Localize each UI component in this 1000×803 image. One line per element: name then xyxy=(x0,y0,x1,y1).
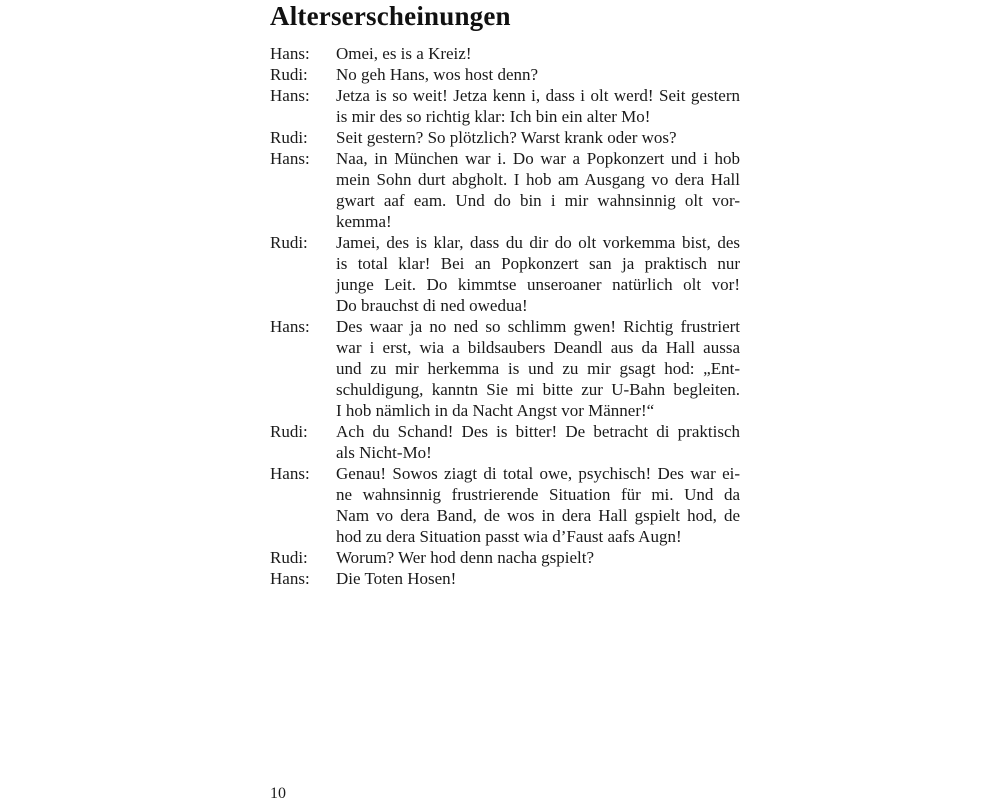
spoken-text xyxy=(336,316,740,421)
dialogue-line xyxy=(270,547,740,568)
text-line: is total klar! Bei an Popkonzert san ja praktisch nur xyxy=(336,254,740,273)
text-line: schuldigung, kanntn Sie mi bitte zur U-Bahn begleiten. xyxy=(336,380,740,399)
spoken-text xyxy=(336,421,740,463)
speaker-name: Rudi: xyxy=(270,548,308,567)
page-title: Alterserscheinungen xyxy=(270,1,511,31)
spoken-text xyxy=(336,43,740,64)
dialogue-line xyxy=(270,148,740,232)
text-line: Ach du Schand! Des is bitter! De betracht di praktisch xyxy=(336,422,740,441)
spoken-text xyxy=(336,463,740,547)
speaker-name: Hans: xyxy=(270,86,310,105)
dialogue-line xyxy=(270,316,740,421)
text-line: gwart aaf eam. Und do bin i mir wahnsinnig olt vor- xyxy=(336,191,740,210)
text-line: Die Toten Hosen! xyxy=(336,569,457,588)
speaker-name: Hans: xyxy=(270,464,310,483)
book-page xyxy=(270,0,740,589)
text-line: Do brauchst di ned owedua! xyxy=(336,296,528,315)
text-line: Genau! Sowos ziagt di total owe, psychisch! Des war ei- xyxy=(336,464,740,483)
text-line: und zu mir herkemma is und zu mir gsagt hod: „Ent- xyxy=(336,359,740,378)
dialogue-line xyxy=(270,568,740,589)
dialogue-line xyxy=(270,85,740,127)
speaker-name: Rudi: xyxy=(270,233,308,252)
text-line: Jamei, des is klar, dass du dir do olt vorkemma bist, des xyxy=(336,233,740,252)
spoken-text xyxy=(336,85,740,127)
speaker-name: Hans: xyxy=(270,317,310,336)
text-line: mein Sohn durt abgholt. I hob am Ausgang vo dera Hall xyxy=(336,170,740,189)
spoken-text xyxy=(336,64,740,85)
dialogue-line xyxy=(270,421,740,463)
text-line: Seit gestern? So plötzlich? Warst krank oder wos? xyxy=(336,128,677,147)
speaker-name: Hans: xyxy=(270,149,310,168)
speaker-name: Rudi: xyxy=(270,128,308,147)
spoken-text xyxy=(336,568,740,589)
speaker-name: Rudi: xyxy=(270,65,308,84)
spoken-text xyxy=(336,547,740,568)
text-line: junge Leit. Do kimmtse unseroaner natürlich olt vor! xyxy=(336,275,740,294)
dialogue-line xyxy=(270,43,740,64)
text-line: is mir des so richtig klar: Ich bin ein alter Mo! xyxy=(336,107,651,126)
text-line: I hob nämlich in da Nacht Angst vor Männer!“ xyxy=(336,401,655,420)
spoken-text xyxy=(336,148,740,232)
text-line: als Nicht-Mo! xyxy=(336,443,432,462)
dialogue-line xyxy=(270,64,740,85)
spoken-text xyxy=(336,127,740,148)
page-number: 10 xyxy=(270,785,286,802)
text-line: Jetza is so weit! Jetza kenn i, dass i olt werd! Seit gestern xyxy=(336,86,740,105)
text-line: war i erst, wia a bildsaubers Deandl aus da Hall aussa xyxy=(336,338,740,357)
text-line: ne wahnsinnig frustrierende Situation für mi. Und da xyxy=(336,485,740,504)
text-line: Des waar ja no ned so schlimm gwen! Richtig frustriert xyxy=(336,317,740,336)
text-line: Naa, in München war i. Do war a Popkonzert und i hob xyxy=(336,149,740,168)
text-line: Omei, es is a Kreiz! xyxy=(336,44,472,63)
text-line: kemma! xyxy=(336,212,392,231)
text-line: Nam vo dera Band, de wos in dera Hall gspielt hod, de xyxy=(336,506,740,525)
dialogue xyxy=(270,43,740,589)
speaker-name: Rudi: xyxy=(270,422,308,441)
dialogue-line xyxy=(270,232,740,316)
dialogue-line xyxy=(270,463,740,547)
text-line: Worum? Wer hod denn nacha gspielt? xyxy=(336,548,595,567)
text-line: hod zu dera Situation passt wia d’Faust aafs Augn! xyxy=(336,527,682,546)
speaker-name: Hans: xyxy=(270,44,310,63)
text-line: No geh Hans, wos host denn? xyxy=(336,65,539,84)
spoken-text xyxy=(336,232,740,316)
dialogue-line xyxy=(270,127,740,148)
speaker-name: Hans: xyxy=(270,569,310,588)
